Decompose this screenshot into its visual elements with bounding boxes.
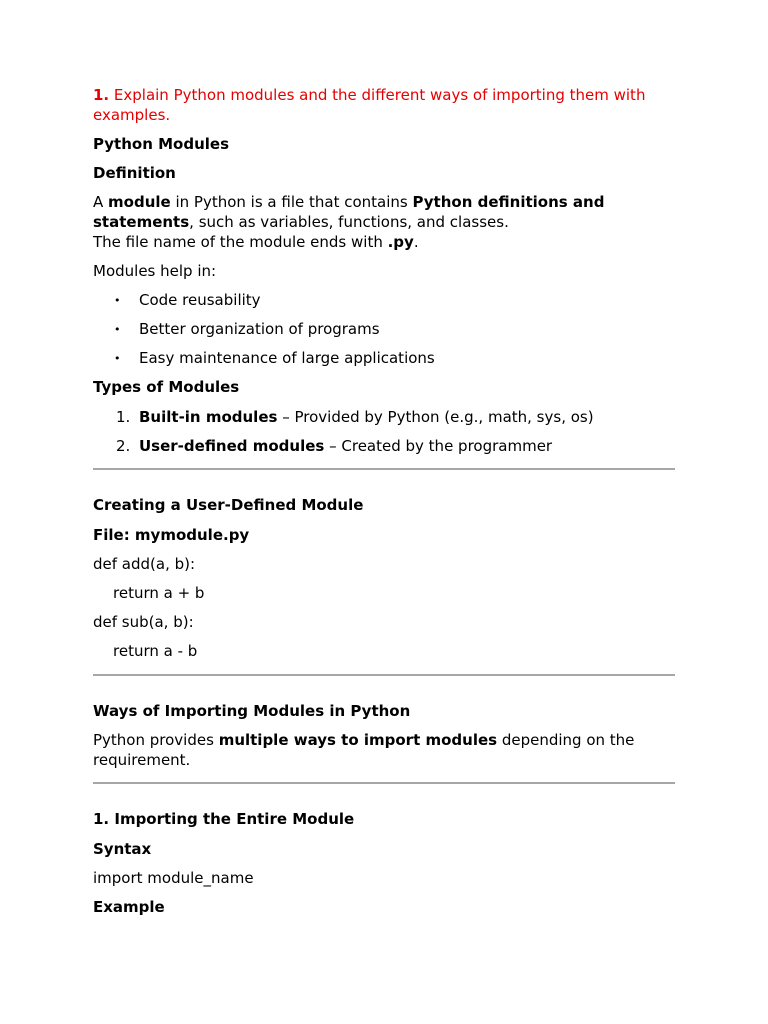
question-body: Explain Python modules and the different ways of importing them with examples. bbox=[93, 86, 646, 124]
document-page bbox=[93, 86, 675, 927]
definition-text-e: , such as variables, functions, and classes. bbox=[189, 212, 509, 231]
definition-term-module: module bbox=[108, 193, 171, 212]
list-number: 2. bbox=[116, 436, 131, 455]
types-heading: Types of Modules bbox=[93, 378, 240, 397]
list-item bbox=[93, 291, 675, 311]
list-item bbox=[93, 349, 675, 369]
definition-paragraph bbox=[93, 193, 675, 252]
code-line: def add(a, b): bbox=[93, 554, 196, 573]
modules-help-intro: Modules help in: bbox=[93, 261, 217, 280]
example-heading: Example bbox=[93, 897, 165, 916]
bullet-icon: • bbox=[114, 293, 121, 307]
definition-term-statements: Python definitions and statements bbox=[93, 193, 605, 231]
divider bbox=[93, 468, 675, 470]
type-desc: – Created by the programmer bbox=[324, 436, 553, 455]
section-title-python-modules: Python Modules bbox=[93, 134, 229, 153]
type-name: User-defined modules bbox=[139, 436, 325, 455]
list-item bbox=[93, 320, 675, 340]
list-item-text: Better organization of programs bbox=[139, 320, 380, 339]
type-desc: – Provided by Python (e.g., math, sys, os) bbox=[277, 407, 594, 426]
definition-extension: .py bbox=[387, 232, 414, 251]
ways-paragraph bbox=[93, 731, 675, 770]
bullet-icon: • bbox=[114, 323, 121, 337]
definition-text-c: in Python is a file that contains bbox=[170, 193, 413, 212]
definition-heading: Definition bbox=[93, 164, 176, 183]
definition-period: . bbox=[413, 232, 419, 251]
list-number: 1. bbox=[116, 407, 131, 426]
list-item-text: Easy maintenance of large applications bbox=[139, 349, 435, 368]
question-number: 1. bbox=[93, 86, 110, 104]
divider bbox=[93, 782, 675, 784]
syntax-heading: Syntax bbox=[93, 839, 152, 858]
section-title-ways-importing: Ways of Importing Modules in Python bbox=[93, 701, 411, 720]
code-line: return a + b bbox=[113, 584, 205, 603]
question-text bbox=[93, 86, 675, 125]
modules-help-list bbox=[93, 291, 675, 369]
code-line: return a - b bbox=[113, 642, 198, 661]
ways-text-bold: multiple ways to import modules bbox=[218, 731, 498, 750]
type-name: Built-in modules bbox=[139, 407, 278, 426]
list-item bbox=[93, 437, 675, 457]
section-title-creating-module: Creating a User-Defined Module bbox=[93, 496, 364, 515]
types-list bbox=[93, 408, 675, 457]
divider bbox=[93, 674, 675, 676]
definition-file-text: The file name of the module ends with bbox=[93, 232, 388, 251]
definition-text-a: A bbox=[93, 193, 109, 212]
bullet-icon: • bbox=[114, 352, 121, 366]
list-item bbox=[93, 408, 675, 428]
section-title-entire-module: 1. Importing the Entire Module bbox=[93, 810, 355, 829]
ways-text-c: depending on the requirement. bbox=[93, 731, 635, 769]
syntax-code: import module_name bbox=[93, 868, 254, 887]
ways-text-a: Python provides bbox=[93, 731, 219, 750]
code-line: def sub(a, b): bbox=[93, 613, 194, 632]
file-label: File: mymodule.py bbox=[93, 525, 250, 544]
list-item-text: Code reusability bbox=[139, 290, 261, 309]
